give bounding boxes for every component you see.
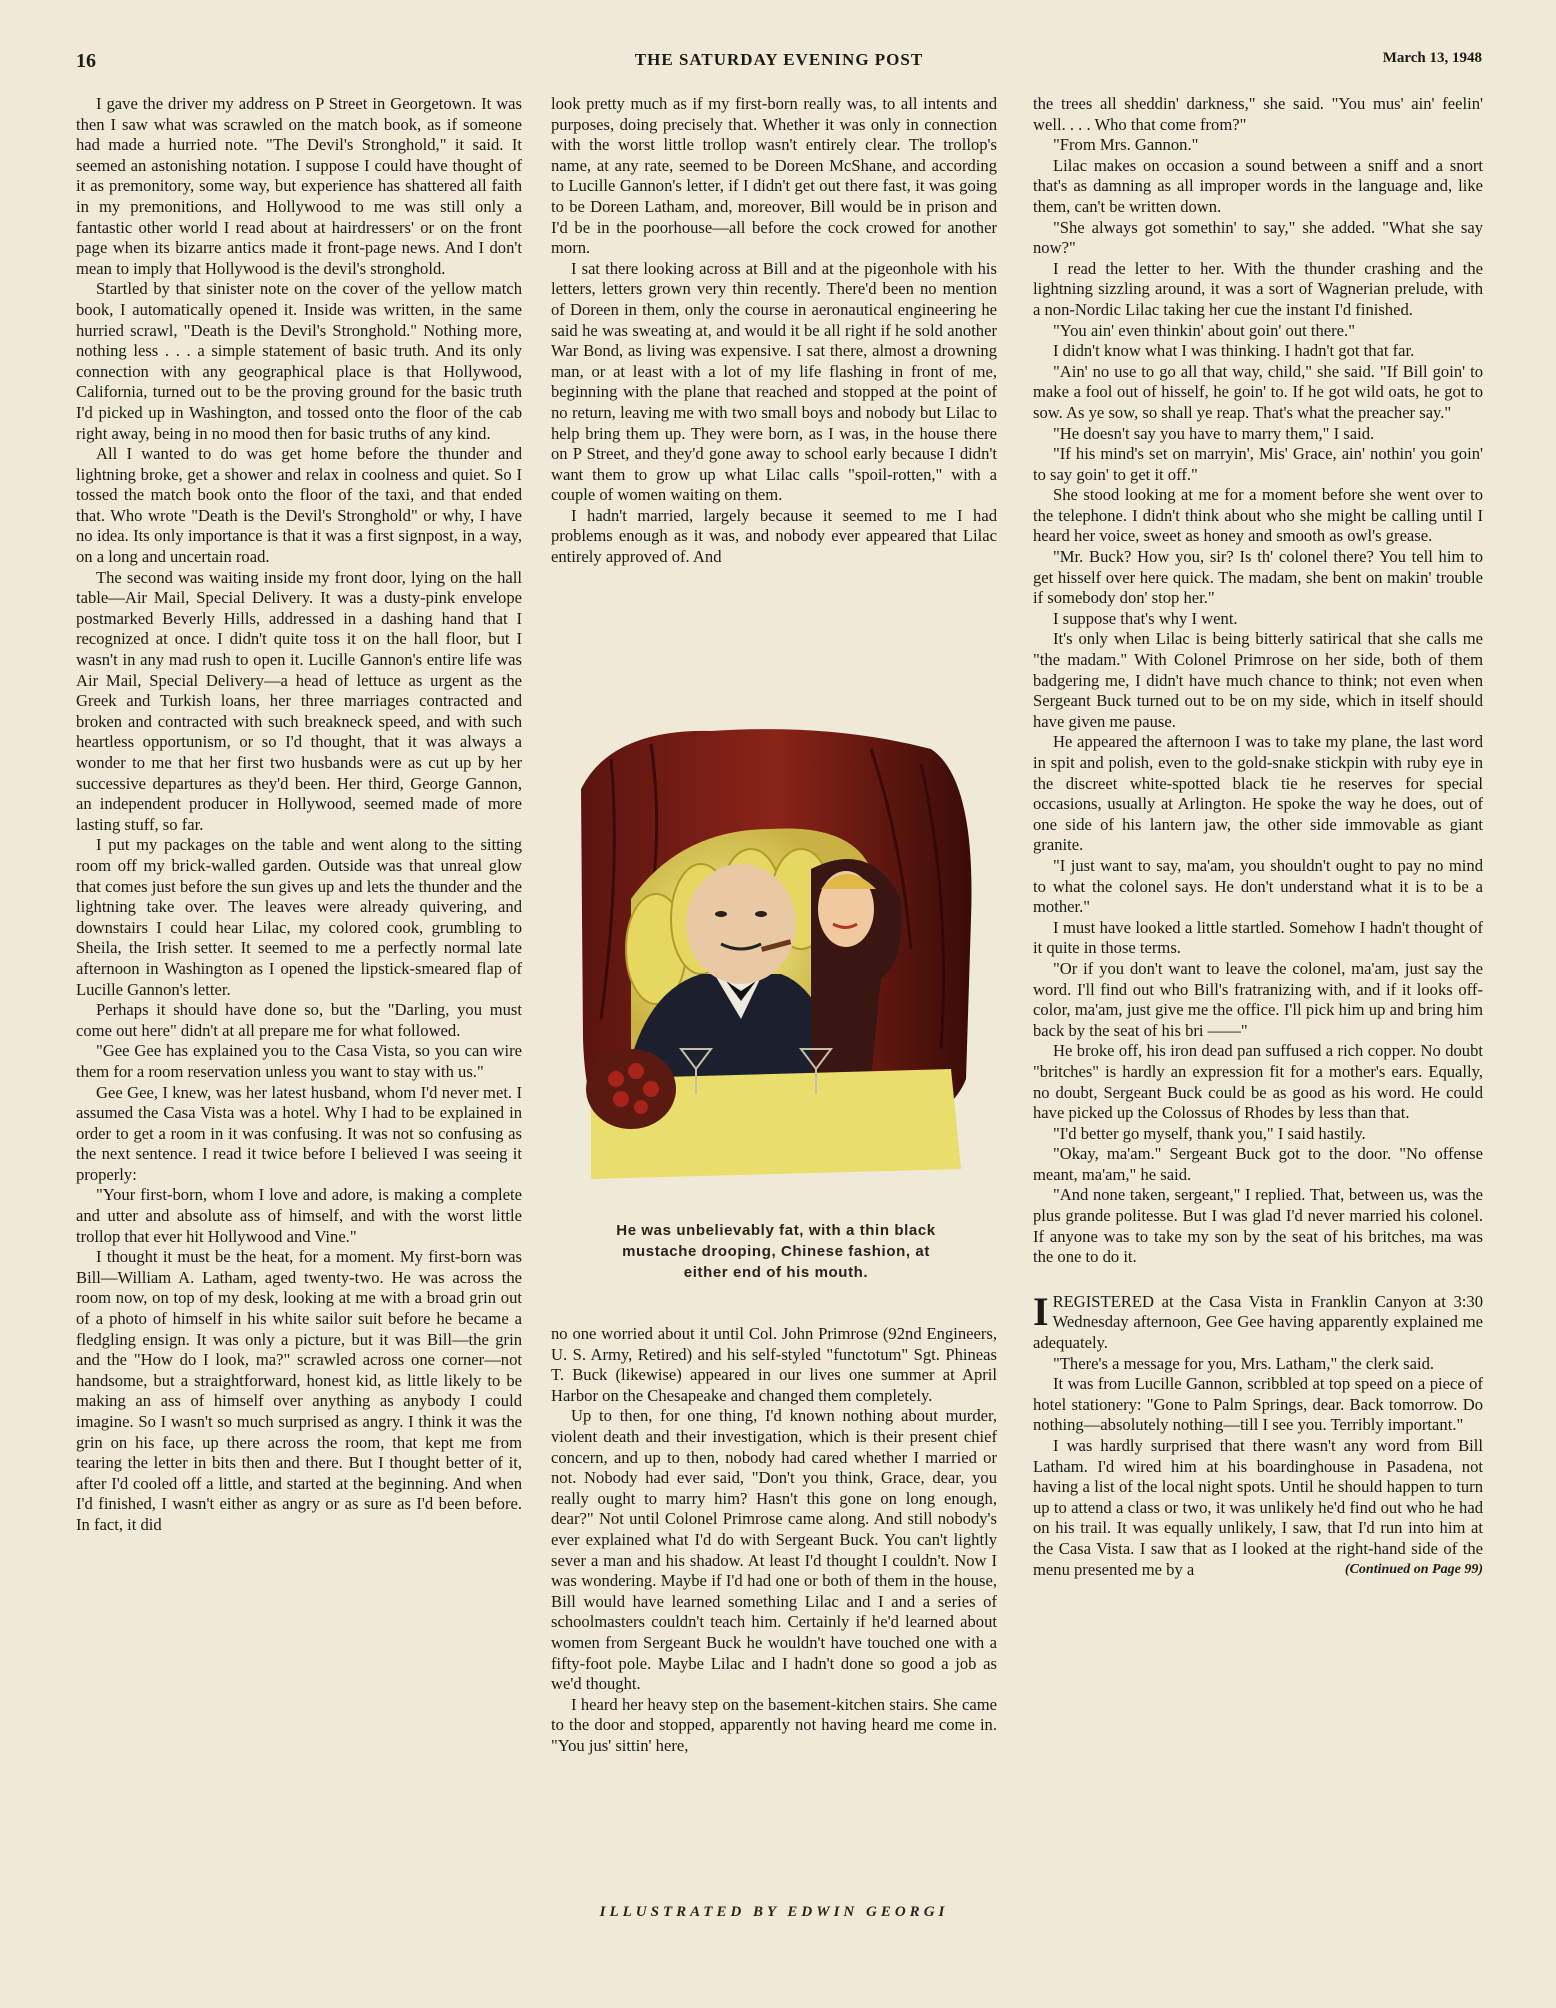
drop-cap: I <box>1033 1288 1049 1334</box>
paragraph: He broke off, his iron dead pan suffused a rich copper. No doubt "britches" is hardly an expression fit for a mother's ears. Equally, no doubt, Sergeant Buck could be as good as his word. He could have picked up the Colossus of Rhodes by less than that. <box>1033 1041 1483 1123</box>
paragraph: Perhaps it should have done so, but the "Darling, you must come out here" didn't at all prepare me for what followed. <box>76 1000 522 1040</box>
paragraph: Lilac makes on occasion a sound between a sniff and a snort that's as damning as all improper words in the language and, like them, can't be written down. <box>1033 155 1483 216</box>
paragraph <box>1033 1436 1483 1580</box>
section-break <box>1033 1268 1483 1292</box>
page-header <box>76 50 1482 74</box>
paragraph: "Or if you don't want to leave the colonel, ma'am, just say the word. I'll find out who Bill's fratranizing with, and if it looks off-color, ma'am, just give me the office. I'll pick him up and bring him back by the seat of his bri ——" <box>1033 958 1483 1040</box>
paragraph: It's only when Lilac is being bitterly satirical that she calls me "the madam." With Colonel Primrose on her side, both of them badgering me, I didn't have much chance to think; not even when Sergeant Buck turned out to be on my side, which in itself should have given me pause. <box>1033 629 1483 731</box>
illustration <box>571 719 981 1209</box>
paragraph: "From Mrs. Gannon." <box>1053 135 1199 155</box>
right-column <box>1033 94 1483 1580</box>
section-opening-paragraph <box>1033 1288 1483 1354</box>
paragraph: I put my packages on the table and went along to the sitting room off my brick-walled garden. Outside was that unreal glow that comes just before the sun gives up and lets the thunder and the lightning take over. The leaves were already quivering, and downstairs I could hear Lilac, my colored cook, grumbling to Sheila, the Irish setter. It seemed to me a perfectly normal late afternoon in Washington as I opened the lipstick-smeared flap of Lucille Gannon's letter. <box>76 835 522 999</box>
paragraph: the trees all sheddin' darkness," she said. "You mus' ain' feelin' well. . . . Who that come from?" <box>1033 94 1483 134</box>
paragraph: "If his mind's set on marryin', Mis' Grace, ain' nothin' you goin' to say goin' to get it off." <box>1033 444 1483 484</box>
paragraph: I read the letter to her. With the thunder crashing and the lightning sizzling around, it was a sort of Wagnerian prelude, with a non-Nordic Lilac taking her cue the instant I'd finished. <box>1033 258 1483 319</box>
paragraph: "And none taken, sergeant," I replied. That, between us, was the plus grande politesse. But I was glad I'd never married his colonel. If anyone was to take my son by the seat of his britches, ma was the one to do it. <box>1033 1185 1483 1267</box>
issue-date: March 13, 1948 <box>1382 50 1482 66</box>
paragraph: I suppose that's why I went. <box>1053 608 1238 628</box>
paragraph: "I'd better go myself, thank you," I said hastily. <box>1053 1123 1366 1143</box>
paragraph: I hadn't married, largely because it seemed to me I had problems enough as it was, and nobody ever appeared that Lilac entirely approved of. And <box>551 505 997 567</box>
paragraph: I didn't know what I was thinking. I hadn't got that far. <box>1053 341 1415 361</box>
paragraph: "Okay, ma'am." Sergeant Buck got to the door. "No offense meant, ma'am," he said. <box>1033 1144 1483 1184</box>
paragraph: I heard her heavy step on the basement-kitchen stairs. She came to the door and stopped, apparently not having heard me come in. "You jus' sittin' here, <box>551 1694 997 1755</box>
illustration-painting <box>571 719 981 1209</box>
continued-link[interactable]: (Continued on Page 99) <box>1344 1561 1483 1577</box>
paragraph: He appeared the afternoon I was to take my plane, the last word in spit and polish, even to the gold-snake stickpin with ruby eye in the discreet white-spotted black tie he reserves for special occasions, usually at Arlington. He spoke the way he does, out of one side of his lantern jaw, the other side immovable as giant granite. <box>1033 732 1483 855</box>
paragraph: no one worried about it until Col. John Primrose (92nd Engineers, U. S. Army, Retired) and his self-styled "functotum" Sgt. Phineas T. Buck (likewise) appeared in our lives one summer at April Harbor on the Chesapeake and changed them completely. <box>551 1324 997 1405</box>
paragraph: "I just want to say, ma'am, you shouldn't ought to pay no mind to what the colonel says. He don't understand what it is to be a mother." <box>1033 855 1483 917</box>
paragraph: "Gee Gee has explained you to the Casa Vista, so you can wire them for a room reservation unless you want to stay with us." <box>76 1041 522 1081</box>
paragraph: Up to then, for one thing, I'd known nothing about murder, violent death and their investigation, which is their present chief concern, and up to then, nobody had cared whether I married or not. Nobody had ever said, "Don't you think, Grace, dear, you really ought to marry him? Hasn't this gone on long enough, dear?" Not until Colonel Primrose came along. And still nobody's ever explained what I'd do with Sergeant Buck. You can't lightly sever a man and his shadow. At least I'd thought I couldn't. Now I was wondering. Maybe if I'd had one or both of them in the house, Bill would have learned something Lilac and I and a series of schoolmasters couldn't teach him. Certainly if he'd learned about women from Sergeant Buck he wouldn't have touched one with a fifty-foot pole. Maybe Lilac and I hadn't done so good a job as we'd thought. <box>551 1406 997 1694</box>
paragraph: "She always got somethin' to say," she added. "What she say now?" <box>1033 217 1483 258</box>
paragraph: "Mr. Buck? How you, sir? Is th' colonel there? You tell him to get hisself over here quick. The madam, she bent on makin' trouble if somebody don' stop her." <box>1033 547 1483 608</box>
middle-column-top <box>551 94 997 568</box>
paragraph: "Your first-born, whom I love and adore, is making a complete and utter and absolute ass of himself, and with the worst little trollop that ever hit Hollywood and Vine." <box>76 1185 522 1246</box>
section-opening-text: REGISTERED at the Casa Vista in Franklin Canyon at 3:30 Wednesday afternoon, Gee Gee having apparently explained me adequately. <box>1033 1291 1483 1353</box>
paragraph: I must have looked a little startled. Somehow I hadn't thought of it quite in those terms. <box>1033 917 1483 958</box>
illustration-credit: ILLUSTRATED BY EDWIN GEORGI <box>599 1904 949 1920</box>
paragraph: "He doesn't say you have to marry them," I said. <box>1053 423 1375 443</box>
magazine-title: THE SATURDAY EVENING POST <box>634 50 924 69</box>
last-paragraph-text: I was hardly surprised that there wasn't any word from Bill Latham. I'd wired him at his boardinghouse in Pasadena, not having a list of the local night spots. Until he should happen to turn up to attend a class or two, it was unlikely he'd find out who he had on his trail. It was equally unlikely, I saw, that I'd run into him at the Casa Vista. I saw that as I looked at the right-hand side of the menu presented me by a <box>1033 1436 1483 1579</box>
paragraph: I sat there looking across at Bill and at the pigeonhole with his letters, letters grown very thin recently. There'd been no mention of Doreen in them, only the course in aeronautical engineering he said he was sweating at, and would it be all right if he sold another War Bond, as living was expensive. I sat there, almost a drowning man, or at least with a lot of my life flashing in front of me, beginning with the plane that reached and stopped at the point of no return, leaving me with two small boys and nobody but Lilac to help bring them up. They were born, as I was, in the house there on P Street, and they'd gone away to school early because I didn't want them to grow up what Lilac calls "spoil-rotten," with a couple of women waiting on them. <box>551 258 997 505</box>
paragraph: look pretty much as if my first-born really was, to all intents and purposes, doing precisely that. Whether it was only in connection with the worst little trollop wasn't entirely clear. The trollop's name, at any rate, seemed to be Doreen McShane, and according to Lucille Gannon's letter, if I didn't get out there fast, it was going to be Doreen Latham, and, moreover, Bill would be in prison and I'd be in the poorhouse—all before the cock crowed for another morn. <box>551 94 997 258</box>
paragraph: The second was waiting inside my front door, lying on the hall table—Air Mail, Special Delivery. It was a dusty-pink envelope postmarked Beverly Hills, addressed in a dashing hand that I recognized at once. I didn't quite toss it on the hall floor, but I wasn't in any mad rush to open it. Lucille Gannon's entire life was Air Mail, Special Delivery—a head of lettuce as urgent as the Greek and Turkish loans, her three marriages contracted and broken and contracted with such breakneck speed, and with such heartless opportunism, or so I'd thought, that it was always a wonder to me that her first two husbands were as cut up by her successive departures as they'd been. Her third, George Gannon, an independent producer in Hollywood, seemed made of more lasting stuff, so far. <box>76 567 522 834</box>
middle-column-bottom <box>551 1324 997 1756</box>
paragraph: I thought it must be the heat, for a moment. My first-born was Bill—William A. Latham, aged twenty-two. He was across the room now, on top of my desk, looking at me with a broad grin out of a photo of himself in his white sailor suit before he became a fledgling ensign. It was only a picture, but it was Bill—the grin and the "How do I look, ma?" scrawled across one corner—not handsome, but a straightforward, honest kid, as little likely to be making an ass of himself over anything as anybody I could imagine. So I wasn't so much surprised as angry. I think it was the grin on his face, up there across the room, that kept me from tearing the letter in bits then and there. But I thought better of it, after I'd cooled off a little, and started at the beginning. And when I'd finished, I wasn't either as angry or as sure as I'd been before. In fact, it did <box>76 1247 522 1534</box>
paragraph: "Ain' no use to go all that way, child," she said. "If Bill goin' to make a fool out of hisself, he goin' to. If he got wild oats, he got to sow. As ye sow, so shall ye reap. That's what the preacher say." <box>1033 361 1483 422</box>
paragraph: "You ain' even thinkin' about goin' out there." <box>1053 320 1355 340</box>
paragraph: She stood looking at me for a moment before she went over to the telephone. I didn't think about who she might be calling until I heard her voice, sweet as honey and smooth as owl's grease. <box>1033 485 1483 546</box>
illustration-caption: He was unbelievably fat, with a thin black mustache drooping, Chinese fashion, at either end of his mouth. <box>616 1222 936 1281</box>
paragraph: Startled by that sinister note on the cover of the yellow match book, I automatically opened it. Inside was written, in the same hurried scrawl, "Death is the Devil's Stronghold." Nothing more, nothing less . . . a simple statement of basic truth. And its only connection with any geographical place is that Hollywood, California, turned out to be the proving ground for the basic truth I'd picked up in Washington, and tossed onto the floor of the cab right away, being in no mood then for basic truths of any kind. <box>76 279 522 443</box>
paragraph: I gave the driver my address on P Street in Georgetown. It was then I saw what was scrawled on the match book, as if someone had made a hurried note. "The Devil's Stronghold," it said. It seemed an astonishing notation. I suppose I could have thought of it as premonitory, some way, but experience has shattered all faith in my premonitions, and Hollywood to me was still only a fantastic other world I read about at hairdressers' or on the front page when its bizarre antics made it front-page news. And I don't mean to imply that Hollywood is the devil's stronghold. <box>76 94 522 278</box>
left-column <box>76 94 522 1536</box>
paragraph: All I wanted to do was get home before the thunder and lightning broke, get a shower and relax in coolness and quiet. So I tossed the match book onto the floor of the taxi, and that ended that. Who wrote "Death is the Devil's Stronghold" or why, I have no idea. Its only importance is that it was a first signpost, in a way, on a long and uncertain road. <box>76 444 522 567</box>
paragraph: It was from Lucille Gannon, scribbled at top speed on a piece of hotel stationery: "Gone to Palm Springs, dear. Back tomorrow. Do nothing—absolutely nothing—till I see you. Terribly important." <box>1033 1374 1483 1435</box>
middle-column <box>551 94 997 1924</box>
paragraph: Gee Gee, I knew, was her latest husband, whom I'd never met. I assumed the Casa Vista was a hotel. Why I had to be explained in order to get a room in it was confusing. It was not so confusing as the next sentence. I read it twice before I believed I was seeing it properly: <box>76 1082 522 1184</box>
page-number: 16 <box>76 50 96 72</box>
paragraph: "There's a message for you, Mrs. Latham," the clerk said. <box>1053 1353 1435 1373</box>
